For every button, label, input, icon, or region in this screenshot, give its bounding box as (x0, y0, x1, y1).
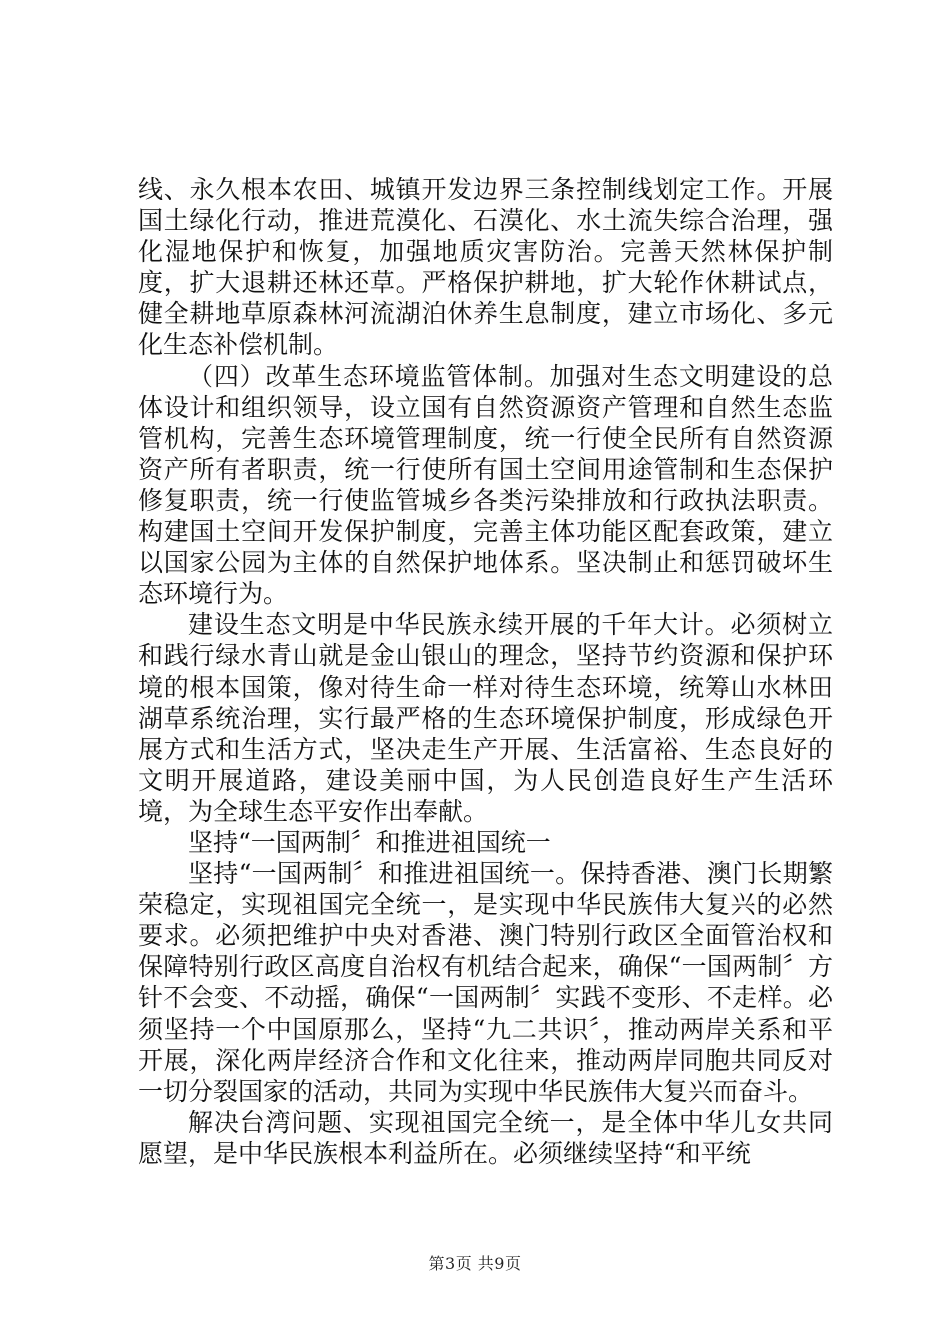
paragraph-ecology-control-lines: 线、永久根本农田、城镇开发边界三条控制线划定工作。开展国土绿化行动，推进荒漠化、石漠化、水土流失综合治理，强化湿地保护和恢复，加强地质灾害防治。完善天然林保护制度，扩大退耕还林还草。严格保护耕地，扩大轮作休耕试点，健全耕地草原森林河流湖泊休养生息制度，建立市场化、多元化生态补偿机制。 (138, 175, 833, 360)
paragraph-ecological-civilization: 建设生态文明是中华民族永续开展的千年大计。必须树立和践行绿水青山就是金山银山的理念，坚持节约资源和保护环境的根本国策，像对待生命一样对待生态环境，统筹山水林田湖草系统治理，实行最严格的生态环境保护制度，形成绿色开展方式和生活方式，坚决走生产开展、生活富裕、生态良好的文明开展道路，建设美丽中国，为人民创造良好生产生活环境，为全球生态平安作出奉献。 (138, 610, 833, 826)
paragraph-one-country-two-systems: 坚持“一国两制〞和推进祖国统一。保持香港、澳门长期繁荣稳定，实现祖国完全统一，是实现中华民族伟大复兴的必然要求。必须把维护中央对香港、澳门特别行政区全面管治权和保障特别行政区高度自治权有机结合起来，确保“一国两制〞方针不会变、不动摇，确保“一国两制〞实践不变形、不走样。必须坚持一个中国原那么，坚持“九二共识〞，推动两岸关系和平开展，深化两岸经济合作和文化往来，推动两岸同胞共同反对一切分裂国家的活动，共同为实现中华民族伟大复兴而奋斗。 (138, 859, 833, 1106)
paragraph-taiwan-reunification: 解决台湾问题、实现祖国完全统一，是全体中华儿女共同愿望，是中华民族根本利益所在。必须继续坚持“和平统 (138, 1107, 833, 1168)
paragraph-eco-supervision-reform: （四）改革生态环境监管体制。加强对生态文明建设的总体设计和组织领导，设立国有自然资源资产管理和自然生态监管机构，完善生态环境管理制度，统一行使全民所有自然资源资产所有者职责，统一行使所有国土空间用途管制和生态保护修复职责，统一行使监管城乡各类污染排放和行政执法职责。构建国土空间开发保护制度，完善主体功能区配套政策，建立以国家公园为主体的自然保护地体系。坚决制止和惩罚破坏生态环境行为。 (138, 361, 833, 609)
page-number-footer: 第3页 共9页 (428, 1254, 522, 1273)
section-heading-one-country-two-systems: 坚持“一国两制〞和推进祖国统一 (188, 827, 551, 857)
document-body (138, 174, 833, 1169)
